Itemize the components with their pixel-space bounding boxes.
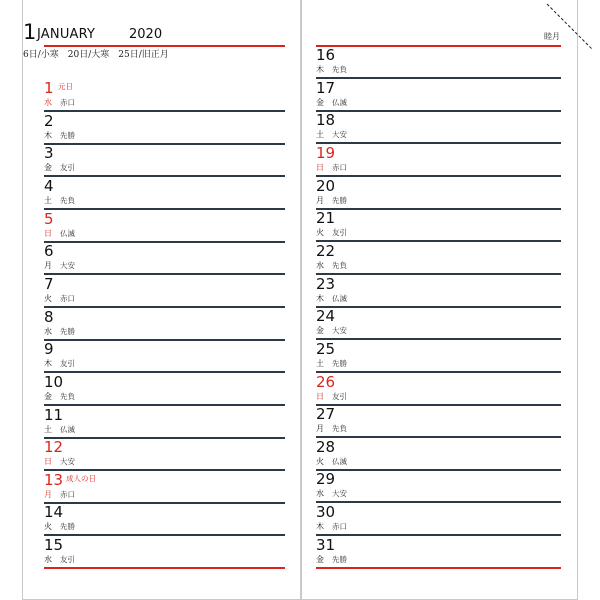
day-number: 20 — [316, 176, 336, 195]
day-rokuyo: 先負 — [332, 260, 347, 270]
day-row — [316, 145, 561, 177]
day-weekday: 火 — [44, 522, 52, 532]
day-rokuyo: 大安 — [332, 130, 347, 140]
day-row — [316, 406, 561, 438]
day-rokuyo: 友引 — [60, 163, 75, 173]
day-weekday: 月 — [44, 489, 52, 499]
day-number: 26 — [316, 372, 336, 391]
day-weekday: 金 — [316, 97, 324, 107]
day-number: 23 — [316, 274, 336, 293]
day-rokuyo: 大安 — [332, 326, 347, 336]
day-number: 14 — [44, 503, 64, 522]
day-rokuyo: 先勝 — [332, 358, 347, 368]
day-weekday: 水 — [44, 326, 52, 336]
day-weekday: 水 — [44, 555, 52, 565]
day-holiday: 成人の日 — [66, 473, 96, 483]
day-rokuyo: 仏滅 — [332, 293, 347, 303]
day-row — [316, 374, 561, 406]
day-row — [316, 341, 561, 373]
day-weekday: 日 — [316, 391, 324, 401]
day-row — [44, 537, 285, 569]
day-row — [316, 80, 561, 112]
day-number: 28 — [316, 437, 336, 456]
day-row — [44, 407, 285, 439]
day-row — [44, 374, 285, 406]
day-rokuyo: 先勝 — [60, 522, 75, 532]
day-row — [316, 308, 561, 340]
day-weekday: 木 — [316, 293, 324, 303]
day-row — [316, 210, 561, 242]
day-weekday: 火 — [44, 293, 52, 303]
day-rokuyo: 友引 — [332, 391, 347, 401]
day-rokuyo: 赤口 — [60, 98, 75, 107]
day-number: 18 — [316, 111, 336, 130]
day-rokuyo: 先負 — [60, 195, 75, 205]
day-row — [44, 80, 285, 112]
day-rokuyo: 仏滅 — [60, 228, 75, 238]
day-number: 31 — [316, 535, 336, 554]
day-weekday: 木 — [316, 65, 324, 74]
day-weekday: 水 — [44, 98, 52, 107]
day-weekday: 月 — [44, 261, 52, 271]
day-weekday: 金 — [44, 391, 52, 401]
day-rokuyo: 友引 — [60, 359, 75, 369]
day-number: 17 — [316, 78, 336, 97]
day-row — [316, 243, 561, 275]
day-weekday: 木 — [44, 130, 52, 140]
day-row — [44, 243, 285, 275]
day-number: 13 — [44, 470, 64, 489]
day-number: 24 — [316, 307, 336, 326]
corner-fold-icon — [545, 2, 595, 52]
day-row — [44, 276, 285, 308]
day-rokuyo: 赤口 — [60, 489, 75, 499]
day-row — [44, 309, 285, 341]
day-weekday: 木 — [316, 522, 324, 532]
month-number: 1 — [23, 20, 37, 44]
day-number: 3 — [44, 144, 54, 163]
day-rokuyo: 先負 — [332, 65, 347, 74]
day-number: 27 — [316, 405, 336, 424]
month-year: 2020 — [129, 27, 163, 42]
day-number: 30 — [316, 503, 336, 522]
month-header — [23, 20, 285, 45]
day-number: 21 — [316, 209, 336, 228]
day-holiday: 元日 — [58, 82, 73, 91]
header-rule-left — [44, 45, 285, 47]
day-number: 9 — [44, 340, 54, 359]
day-weekday: 日 — [316, 162, 324, 172]
day-rokuyo: 先勝 — [60, 326, 75, 336]
day-row — [44, 439, 285, 471]
day-weekday: 金 — [44, 163, 52, 173]
day-rokuyo: 仏滅 — [60, 424, 75, 434]
day-number: 1 — [44, 79, 54, 97]
day-row — [44, 178, 285, 210]
day-row — [316, 112, 561, 144]
day-weekday: 月 — [316, 195, 324, 205]
day-rokuyo: 先負 — [332, 424, 347, 434]
day-number: 22 — [316, 241, 336, 260]
day-weekday: 土 — [44, 424, 52, 434]
day-number: 5 — [44, 209, 54, 228]
day-rokuyo: 仏滅 — [332, 97, 347, 107]
day-number: 10 — [44, 372, 64, 391]
day-row — [44, 472, 285, 504]
day-weekday: 木 — [44, 359, 52, 369]
day-weekday: 日 — [44, 228, 52, 238]
day-number: 19 — [316, 143, 336, 162]
day-row — [316, 439, 561, 471]
day-rokuyo: 赤口 — [60, 293, 75, 303]
day-weekday: 金 — [316, 326, 324, 336]
day-row — [44, 113, 285, 145]
month-name: JANUARY — [37, 27, 96, 42]
day-weekday: 火 — [316, 456, 324, 466]
day-rokuyo: 大安 — [60, 457, 75, 467]
day-row — [316, 504, 561, 536]
day-row — [316, 178, 561, 210]
day-number: 6 — [44, 242, 54, 261]
day-rokuyo: 先勝 — [332, 554, 347, 564]
old-month-name: 睦月 — [544, 32, 560, 41]
day-weekday: 日 — [44, 457, 52, 467]
day-number: 25 — [316, 339, 336, 358]
day-weekday: 火 — [316, 228, 324, 238]
day-weekday: 水 — [316, 260, 324, 270]
day-number: 4 — [44, 176, 54, 195]
day-number: 8 — [44, 307, 54, 326]
day-rokuyo: 友引 — [332, 228, 347, 238]
day-weekday: 金 — [316, 554, 324, 564]
day-rokuyo: 赤口 — [332, 162, 347, 172]
day-weekday: 土 — [316, 358, 324, 368]
day-weekday: 土 — [316, 130, 324, 140]
day-rokuyo: 赤口 — [332, 522, 347, 532]
day-weekday: 土 — [44, 195, 52, 205]
day-rokuyo: 先負 — [60, 391, 75, 401]
day-number: 7 — [44, 274, 54, 293]
day-row — [316, 471, 561, 503]
day-row — [316, 276, 561, 308]
day-number: 2 — [44, 111, 54, 130]
day-number: 15 — [44, 536, 64, 555]
day-number: 11 — [44, 405, 64, 424]
day-row — [44, 211, 285, 243]
day-rokuyo: 大安 — [60, 261, 75, 271]
day-number: 12 — [44, 438, 64, 457]
day-row — [316, 537, 561, 569]
day-rokuyo: 先勝 — [60, 130, 75, 140]
day-weekday: 月 — [316, 424, 324, 434]
day-rokuyo: 仏滅 — [332, 456, 347, 466]
day-rokuyo: 先勝 — [332, 195, 347, 205]
day-row — [316, 47, 561, 79]
day-row — [44, 504, 285, 536]
day-row — [44, 145, 285, 177]
day-number: 16 — [316, 46, 336, 64]
day-number: 29 — [316, 470, 336, 489]
day-row — [44, 341, 285, 373]
solar-terms-note: 6日/小寒 20日/大寒 25日/旧正月 — [23, 50, 169, 60]
day-rokuyo: 大安 — [332, 489, 347, 499]
day-weekday: 水 — [316, 489, 324, 499]
day-rokuyo: 友引 — [60, 555, 75, 565]
